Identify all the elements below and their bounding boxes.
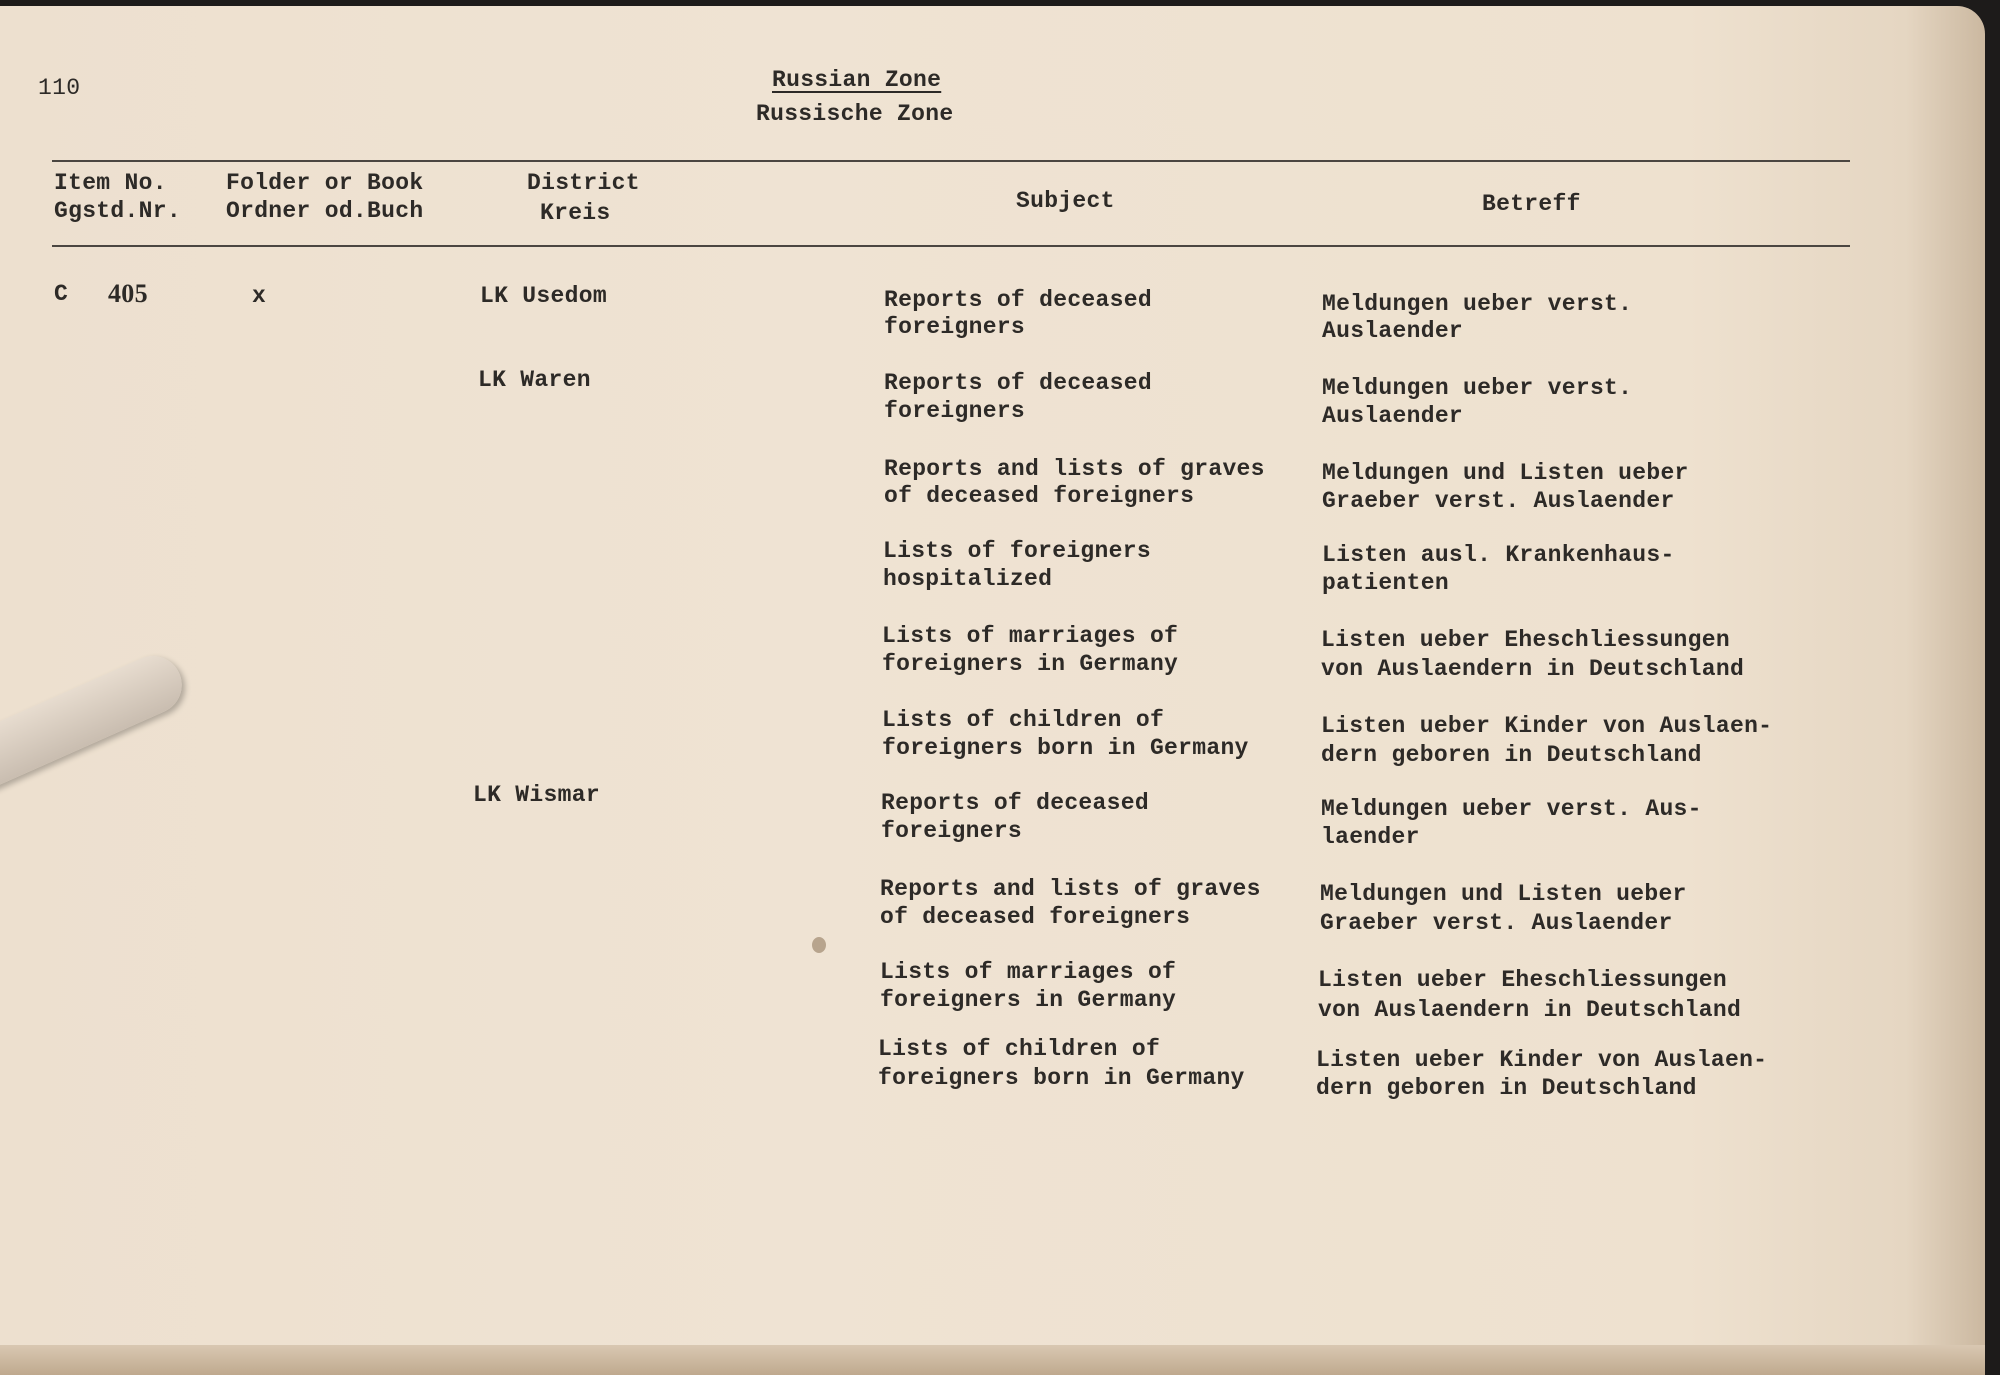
betreff-line: von Auslaendern in Deutschland bbox=[1321, 656, 1745, 682]
betreff-line: Meldungen ueber verst. bbox=[1322, 291, 1633, 317]
betreff-line: Auslaender bbox=[1322, 318, 1464, 344]
subject-line: foreigners bbox=[884, 398, 1026, 424]
subject-line: foreigners in Germany bbox=[882, 651, 1179, 677]
betreff-line: Meldungen ueber verst. Aus- bbox=[1321, 796, 1702, 822]
subject-line: Lists of children of bbox=[878, 1036, 1161, 1062]
betreff-line: von Auslaendern in Deutschland bbox=[1318, 997, 1742, 1023]
betreff-line: Listen ausl. Krankenhaus- bbox=[1322, 542, 1675, 568]
betreff-line: dern geboren in Deutschland bbox=[1316, 1075, 1697, 1101]
betreff-line: patienten bbox=[1322, 570, 1449, 596]
subject-line: Lists of marriages of bbox=[882, 623, 1179, 649]
title-german: Russische Zone bbox=[756, 101, 954, 127]
header-item-en: Item No. bbox=[54, 170, 167, 196]
header-district-de: Kreis bbox=[540, 200, 611, 226]
header-bottom-rule bbox=[52, 245, 1850, 247]
subject-line: foreigners bbox=[881, 818, 1023, 844]
subject-line: of deceased foreigners bbox=[884, 483, 1195, 509]
header-betreff: Betreff bbox=[1482, 191, 1581, 217]
item-prefix: C bbox=[54, 281, 69, 307]
subject-line: foreigners bbox=[884, 314, 1026, 340]
header-district-en: District bbox=[527, 170, 640, 196]
subject-line: Reports of deceased bbox=[884, 287, 1152, 313]
betreff-line: Graeber verst. Auslaender bbox=[1322, 488, 1675, 514]
subject-line: foreigners born in Germany bbox=[878, 1065, 1245, 1091]
betreff-line: Listen ueber Eheschliessungen bbox=[1318, 967, 1727, 993]
betreff-line: Listen ueber Kinder von Auslaen- bbox=[1321, 713, 1773, 739]
header-folder-en: Folder or Book bbox=[226, 170, 424, 196]
subject-line: foreigners born in Germany bbox=[882, 735, 1249, 761]
betreff-line: Graeber verst. Auslaender bbox=[1320, 910, 1673, 936]
subject-line: foreigners in Germany bbox=[880, 987, 1177, 1013]
betreff-line: Meldungen ueber verst. bbox=[1322, 375, 1633, 401]
betreff-line: Listen ueber Kinder von Auslaen- bbox=[1316, 1047, 1768, 1073]
betreff-line: laender bbox=[1321, 824, 1420, 850]
folder-mark: x bbox=[252, 283, 267, 309]
district-waren: LK Waren bbox=[478, 367, 591, 393]
subject-line: of deceased foreigners bbox=[880, 904, 1191, 930]
header-item-de: Ggstd.Nr. bbox=[54, 198, 181, 224]
subject-line: Reports and lists of graves bbox=[884, 456, 1265, 482]
subject-line: Reports and lists of graves bbox=[880, 876, 1261, 902]
subject-line: Reports of deceased bbox=[884, 370, 1152, 396]
subject-line: Lists of children of bbox=[882, 707, 1165, 733]
subject-line: Lists of marriages of bbox=[880, 959, 1177, 985]
item-number: 405 bbox=[108, 279, 148, 308]
betreff-line: dern geboren in Deutschland bbox=[1321, 742, 1702, 768]
header-subject: Subject bbox=[1016, 188, 1115, 214]
header-top-rule bbox=[52, 160, 1850, 162]
betreff-line: Meldungen und Listen ueber bbox=[1322, 460, 1689, 486]
subject-line: Lists of foreigners bbox=[883, 538, 1151, 564]
betreff-line: Meldungen und Listen ueber bbox=[1320, 881, 1687, 907]
paper-stain bbox=[812, 937, 826, 953]
subject-line: Reports of deceased bbox=[881, 790, 1149, 816]
betreff-line: Auslaender bbox=[1322, 403, 1464, 429]
title-english: Russian Zone bbox=[772, 67, 942, 93]
page-number: 110 bbox=[38, 75, 81, 101]
subject-line: hospitalized bbox=[883, 566, 1053, 592]
district-wismar: LK Wismar bbox=[473, 782, 600, 808]
page-edge bbox=[0, 1345, 1985, 1375]
header-folder-de: Ordner od.Buch bbox=[226, 198, 424, 224]
betreff-line: Listen ueber Eheschliessungen bbox=[1321, 627, 1730, 653]
district-usedom: LK Usedom bbox=[480, 283, 607, 309]
